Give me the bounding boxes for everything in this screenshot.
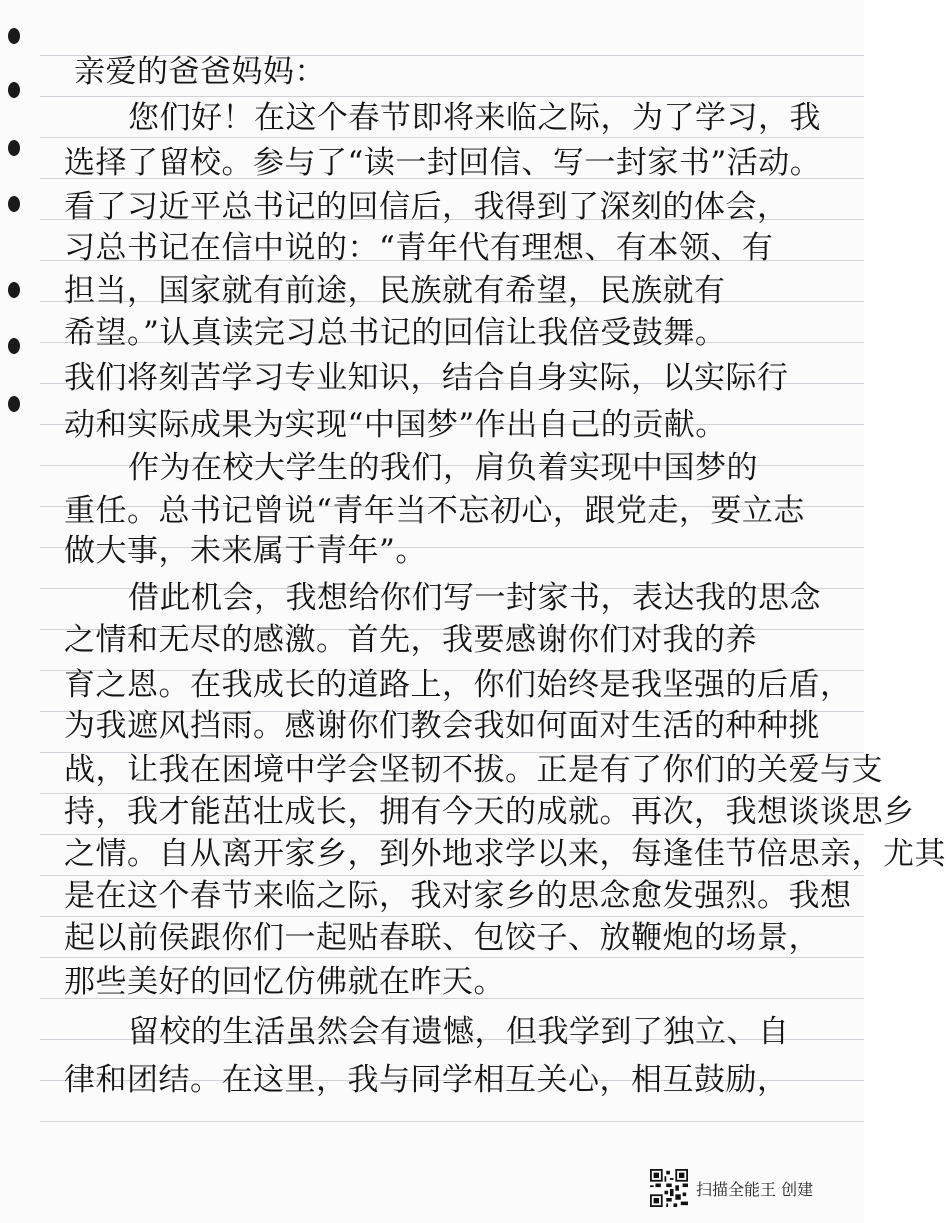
letter-line: 那些美好的回忆仿佛就在昨天。 (64, 964, 505, 1000)
letter-line: 留校的生活虽然会有遗憾，但我学到了独立、自 (128, 1014, 790, 1050)
letter-line: 作为在校大学生的我们，肩负着实现中国梦的 (128, 450, 758, 486)
letter-greeting: 亲爱的爸爸妈妈： (74, 54, 326, 90)
letter-line: 我们将刻苦学习专业知识，结合自身实际，以实际行 (64, 360, 789, 396)
letter-line: 持，我才能茁壮成长，拥有今天的成就。再次，我想谈谈思乡 (64, 794, 915, 830)
binder-hole (8, 140, 20, 156)
ruled-line (40, 1121, 864, 1122)
letter-line: 之情和无尽的感激。首先，我要感谢你们对我的养 (64, 622, 757, 658)
letter-line: 之情。自从离开家乡，到外地求学以来，每逢佳节倍思亲，尤其 (64, 836, 946, 872)
ruled-line (40, 96, 864, 97)
binder-hole (8, 28, 20, 44)
binder-hole (8, 82, 20, 98)
letter-line: 希望。”认真读完习总书记的回信让我倍受鼓舞。 (64, 315, 727, 351)
letter-line: 律和团结。在这里，我与同学相互关心，相互鼓励， (64, 1062, 789, 1098)
scanner-watermark (650, 1168, 813, 1208)
ruled-line (40, 916, 864, 917)
letter-line: 做大事，未来属于青年”。 (64, 533, 427, 569)
letter-line: 战，让我在困境中学会坚韧不拔。正是有了你们的关爱与支 (64, 752, 883, 788)
letter-line: 看了习近平总书记的回信后，我得到了深刻的体会， (64, 189, 789, 225)
letter-line: 动和实际成果为实现“中国梦”作出自己的贡献。 (64, 407, 727, 443)
letter-line: 重任。总书记曾说“青年当不忘初心，跟党走，要立志 (64, 493, 805, 529)
letter-line: 选择了留校。参与了“读一封回信、写一封家书”活动。 (64, 145, 822, 181)
letter-line: 为我遮风挡雨。感谢你们教会我如何面对生活的种种挑 (64, 708, 820, 744)
binder-hole (8, 282, 20, 298)
letter-line: 起以前侯跟你们一起贴春联、包饺子、放鞭炮的场景， (64, 920, 820, 956)
letter-line: 担当，国家就有前途，民族就有希望，民族就有 (64, 273, 726, 309)
letter-line: 育之恩。在我成长的道路上，你们始终是我坚强的后盾， (64, 667, 852, 703)
binder-hole (8, 338, 20, 354)
binder-hole (8, 196, 20, 212)
letter-line: 是在这个春节来临之际，我对家乡的思念愈发强烈。我想 (64, 878, 852, 914)
scanner-brand-label: 扫描全能王 创建 (696, 1179, 814, 1199)
letter-line: 您们好！在这个春节即将来临之际，为了学习，我 (128, 100, 821, 136)
letter-line: 借此机会，我想给你们写一封家书，表达我的思念 (128, 580, 821, 616)
letter-line: 习总书记在信中说的：“青年代有理想、有本领、有 (64, 230, 774, 266)
binder-hole (8, 396, 20, 412)
qr-code-icon (650, 1169, 688, 1207)
